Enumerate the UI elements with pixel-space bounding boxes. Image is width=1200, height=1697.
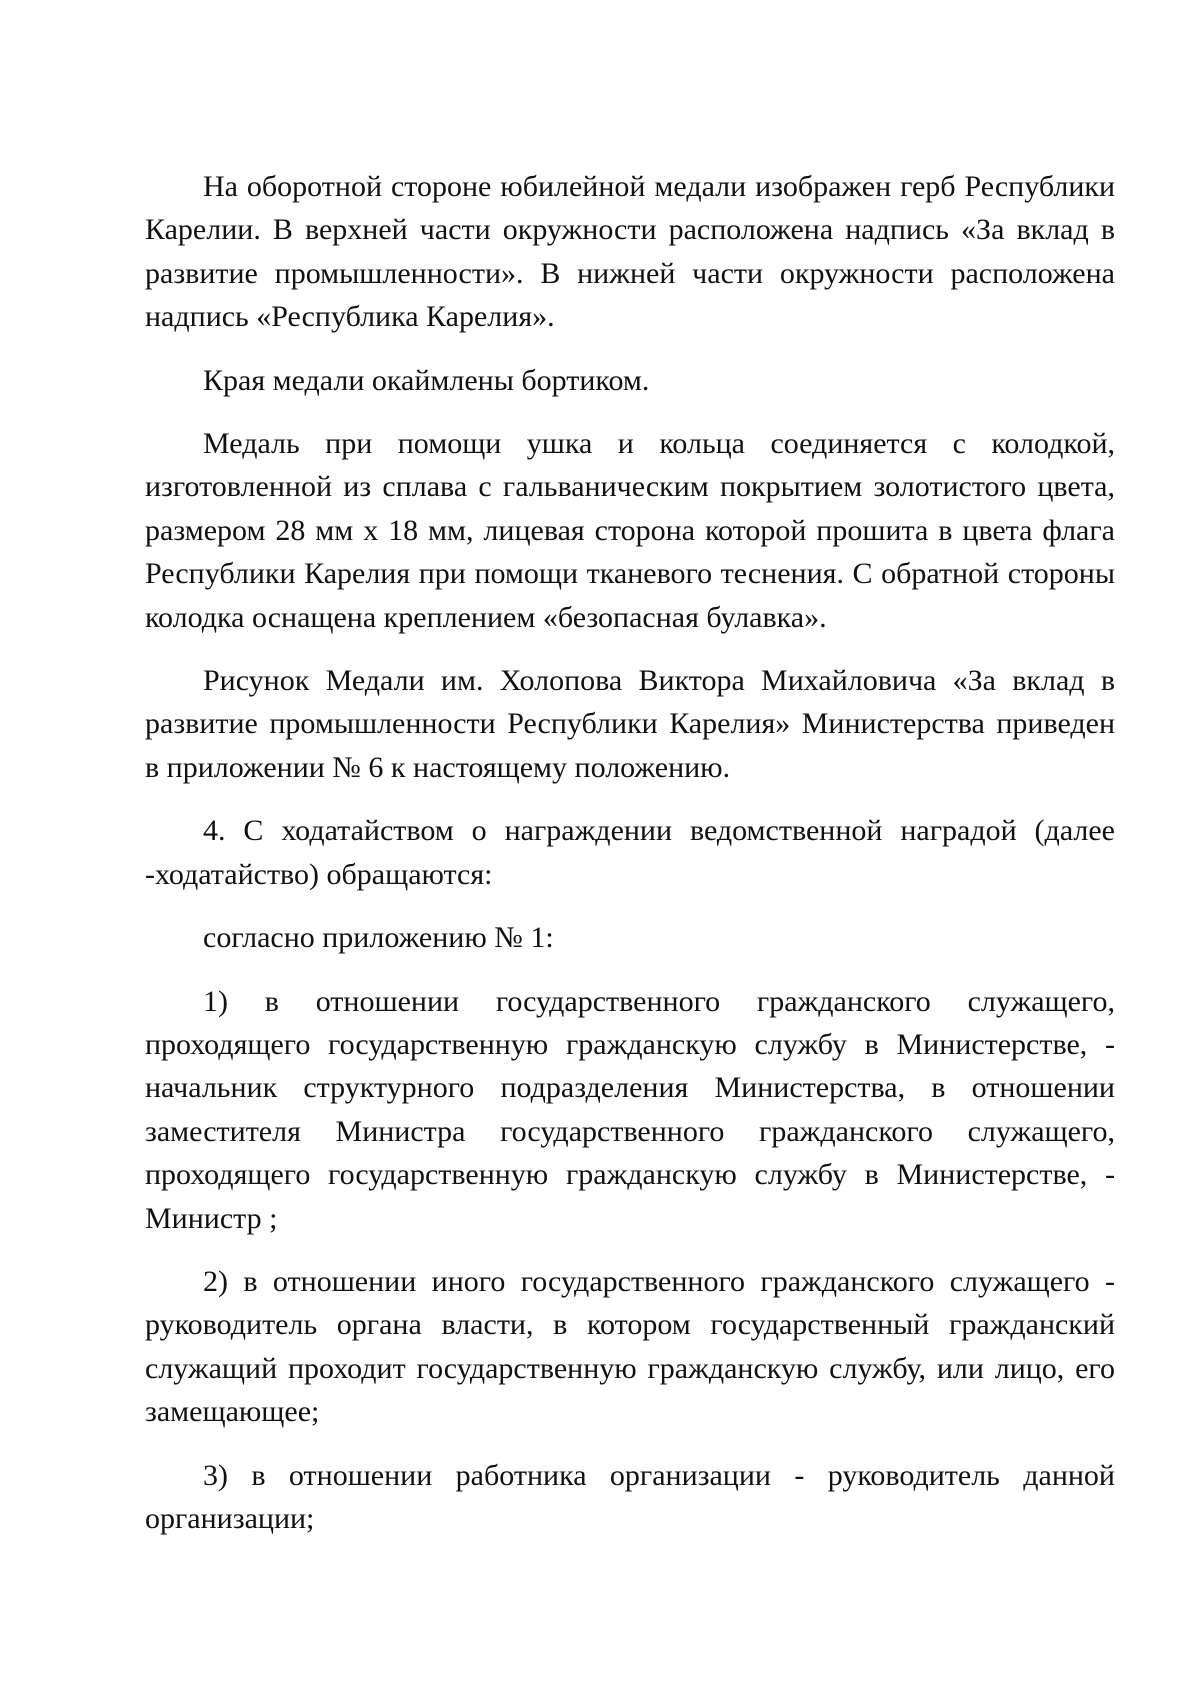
paragraph-appendix-1: согласно приложению № 1: (203, 921, 554, 955)
paragraph-medal-reverse: На оборотной стороне юбилейной медали изображен герб Республики Карелии. В верхней части окружности расположена надпись «За вклад в развитие промышленности». В нижней части окружности расположена надпись «Республика Карелия». (145, 170, 1115, 334)
paragraph-item-2: 2) в отношении иного государственного гражданского служащего - руководитель органа власти, в котором государственный гражданский служащий проходит государственную гражданскую службу, или лицо, его замещающее; (145, 1264, 1115, 1429)
paragraph-item-3: 3) в отношении работника организации - руководитель данной организации; (145, 1458, 1115, 1535)
paragraph-medal-edges: Края медали окаймлены бортиком. (203, 363, 650, 397)
paragraph-item-1: 1) в отношении государственного гражданского служащего, проходящего государственную гражданскую службу в Министерстве, - начальник структурного подразделения Министерства, в отношении заместителя Министра государственного гражданского служащего, проходящего государственную гражданскую службу в Министерстве, - Министр ; (145, 984, 1115, 1235)
paragraph-medal-block: Медаль при помощи ушка и кольца соединяется с колодкой, изготовленной из сплава с гальваническим покрытием золотистого цвета, размером 28 мм х 18 мм, лицевая сторона которой прошита в цвета флага Республики Карелия при помощи тканевого теснения. С обратной стороны колодка оснащена креплением «безопасная булавка». (145, 427, 1115, 634)
paragraph-medal-drawing: Рисунок Медали им. Холопова Виктора Михайловича «За вклад в развитие промышленности Республики Карелия» Министерства приведен в приложении № 6 к настоящему положению. (145, 664, 1115, 784)
document-body (145, 165, 1115, 1540)
paragraph-clause-4: 4. С ходатайством о награждении ведомственной наградой (далее -ходатайство) обращаются: (145, 814, 1115, 891)
